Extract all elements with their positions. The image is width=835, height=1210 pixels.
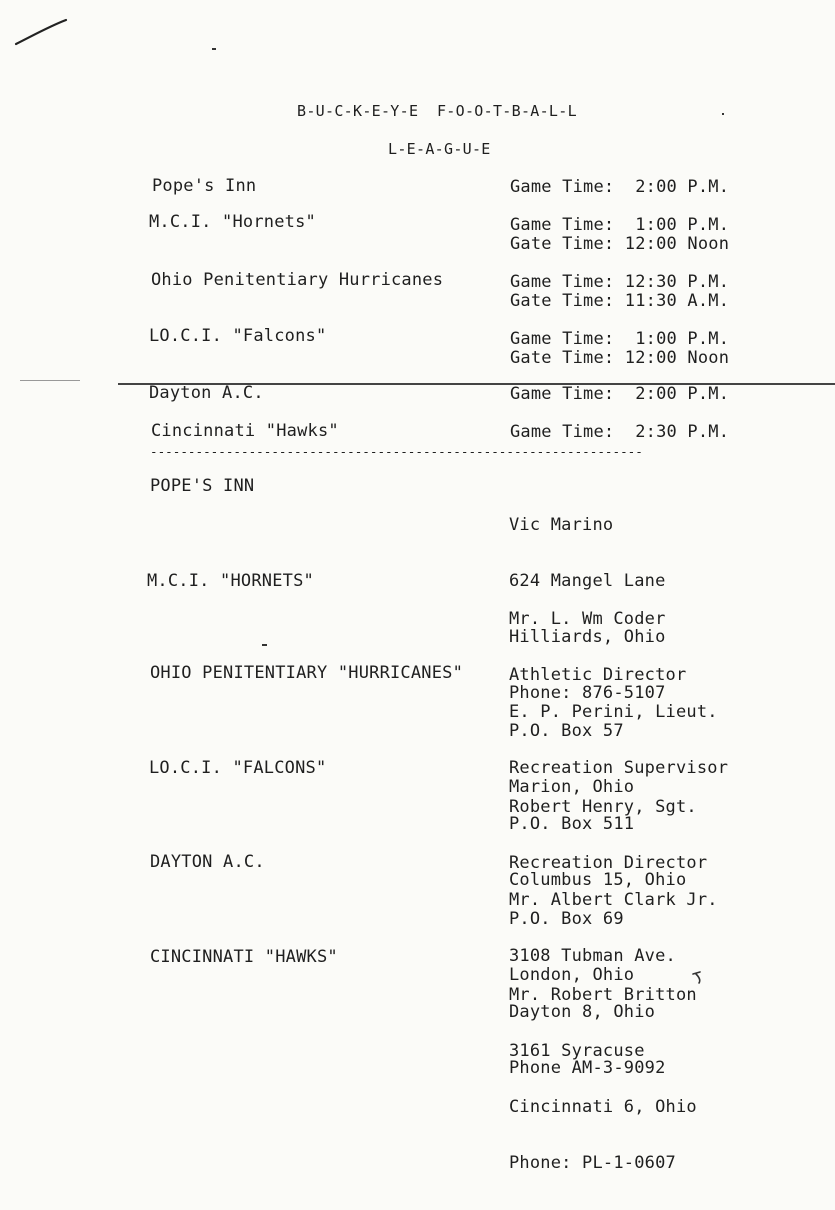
contact-line: 3108 Tubman Ave. <box>509 945 676 966</box>
contact-line: P.O. Box 511 <box>509 813 635 834</box>
pen-stroke-mark <box>12 16 72 50</box>
schedule-time: Gate Time: 11:30 A.M. <box>510 291 730 311</box>
schedule-time: Game Time: 2:00 P.M. <box>510 384 730 404</box>
contact-line: Mr. L. Wm Coder <box>509 609 666 630</box>
contact-line: Recreation Director <box>509 852 708 873</box>
section-divider: ----------------------------------------------------------------- <box>150 444 643 459</box>
contact-team: OHIO PENITENTIARY "HURRICANES" <box>150 663 464 683</box>
contact-line: 3161 Syracuse <box>509 1040 645 1061</box>
contact-line: Mr. Robert Britton <box>509 985 697 1006</box>
schedule-time: Game Time: 12:30 P.M. <box>510 272 730 292</box>
scan-speck <box>722 113 724 115</box>
contact-line: Phone AM-3-9092 <box>509 1057 666 1078</box>
contact-team: M.C.I. "HORNETS" <box>147 571 314 591</box>
schedule-team: LO.C.I. "Falcons" <box>149 326 327 346</box>
schedule-team: M.C.I. "Hornets" <box>149 212 316 232</box>
title-line-2: L-E-A-G-U-E <box>388 140 491 158</box>
contact-address <box>509 949 697 1209</box>
schedule-time: Game Time: 2:00 P.M. <box>510 177 730 197</box>
schedule-time: Game Time: 1:00 P.M. <box>510 215 730 235</box>
title-line-1: B-U-C-K-E-Y-E F-O-O-T-B-A-L-L <box>297 102 577 120</box>
contact-line: Phone: PL-1-0607 <box>509 1152 676 1173</box>
contact-line: Columbus 15, Ohio <box>509 869 687 890</box>
contact-line: Dayton 8, Ohio <box>509 1001 656 1022</box>
contact-line: E. P. Perini, Lieut. <box>509 702 718 723</box>
contact-line: Marion, Ohio <box>509 776 635 797</box>
contact-line: Athletic Director <box>509 664 687 685</box>
contact-team: POPE'S INN <box>150 476 255 496</box>
contact-line: Phone: 876-5107 <box>509 682 666 703</box>
schedule-team: Cincinnati "Hawks" <box>151 421 339 441</box>
contact-line: Robert Henry, Sgt. <box>509 797 697 818</box>
schedule-team: Pope's Inn <box>152 176 257 196</box>
contact-line: P.O. Box 69 <box>509 908 624 929</box>
schedule-time: Gate Time: 12:00 Noon <box>510 348 730 368</box>
handwritten-mark <box>690 968 710 986</box>
contact-line: Hilliards, Ohio <box>509 626 666 647</box>
contact-line: P.O. Box 57 <box>509 720 624 741</box>
schedule-time: Game Time: 1:00 P.M. <box>510 329 730 349</box>
schedule-team: Dayton A.C. <box>149 383 264 403</box>
contact-line: Mr. Albert Clark Jr. <box>509 890 718 911</box>
contact-line: 624 Mangel Lane <box>509 570 666 591</box>
schedule-time: Game Time: 2:30 P.M. <box>510 422 730 442</box>
contact-line: Cincinnati 6, Ohio <box>509 1096 697 1117</box>
contact-line: London, Ohio <box>509 964 635 985</box>
contact-line: Vic Marino <box>509 515 614 536</box>
schedule-team: Ohio Penitentiary Hurricanes <box>151 270 444 290</box>
contact-line: Recreation Supervisor <box>509 757 729 778</box>
contact-team: DAYTON A.C. <box>150 852 265 872</box>
scan-speck <box>20 380 80 381</box>
scan-speck <box>262 644 267 646</box>
contact-team: LO.C.I. "FALCONS" <box>149 758 327 778</box>
scan-speck <box>212 48 216 50</box>
schedule-time: Gate Time: 12:00 Noon <box>510 234 730 254</box>
contact-team: CINCINNATI "HAWKS" <box>150 947 338 967</box>
